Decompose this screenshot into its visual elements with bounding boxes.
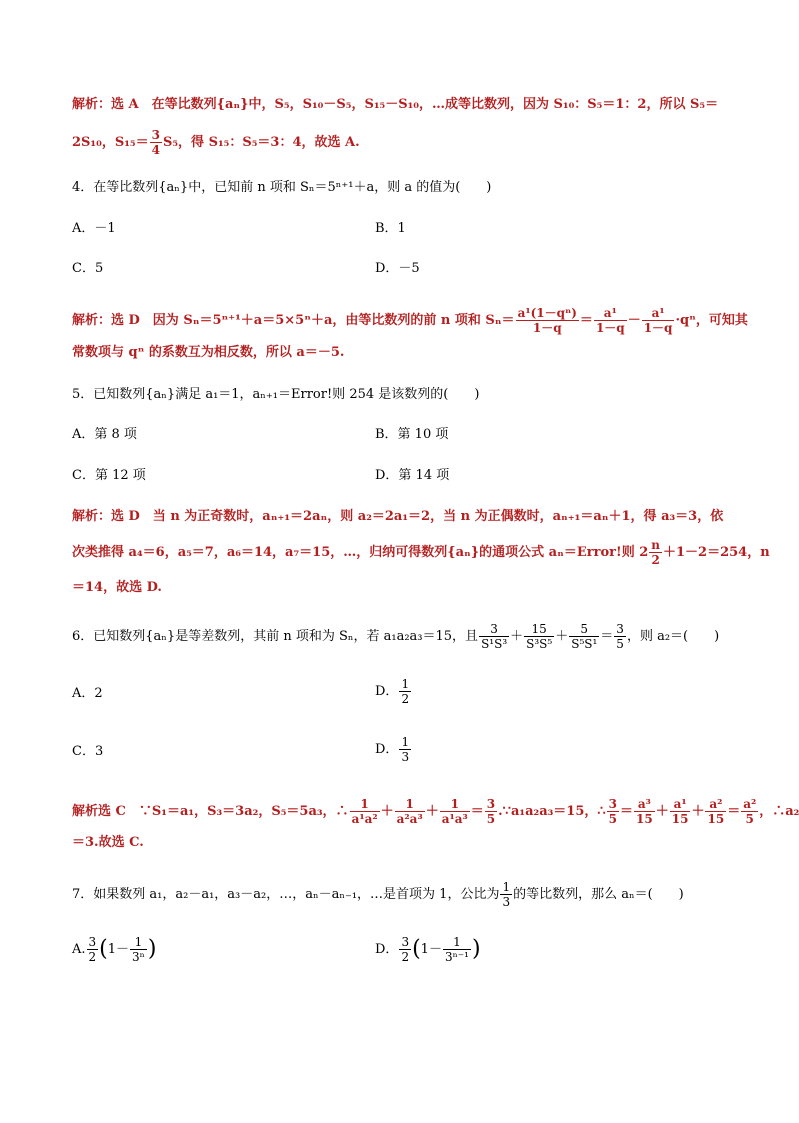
question-4-option-a: A．－1 — [72, 221, 116, 236]
solution-5-text-a: 次类推得 a₄＝6，a₅＝7，a₆＝14，a₇＝15，…，归纳可得数列{aₙ}的通项公式 aₙ＝Error!则 2 — [72, 545, 649, 560]
solution-5-text-b: ＋1－2＝254，n — [663, 545, 770, 560]
question-6-text-b: ，则 a₂＝( ) — [626, 629, 720, 644]
solution-5-line-3: ＝14，故选 D. — [72, 580, 162, 595]
fraction — [87, 935, 99, 964]
fraction — [395, 797, 425, 826]
fraction-denominator: 5 — [608, 812, 618, 826]
fraction-numerator: 1 — [130, 935, 147, 950]
equals-sign: ＝ — [600, 629, 614, 644]
option-label: D． — [375, 684, 399, 699]
fraction-denominator: 5 — [486, 812, 496, 826]
question-6-option-a: A．2 — [72, 686, 103, 701]
fraction — [350, 797, 380, 826]
question-7-option-d — [375, 935, 481, 964]
fraction-numerator: 5 — [569, 622, 599, 637]
fraction — [634, 797, 655, 826]
fraction-numerator: 1 — [401, 677, 410, 691]
fraction — [399, 735, 411, 764]
fraction — [440, 797, 470, 826]
fraction — [670, 797, 691, 826]
fraction-denominator: a¹a² — [351, 812, 378, 826]
fraction-numerator: 1 — [401, 735, 410, 749]
question-6-stem — [72, 622, 719, 651]
left-paren: ( — [412, 936, 421, 962]
question-4-option-c: C．5 — [72, 261, 104, 276]
fraction-numerator: 1 — [395, 797, 425, 812]
fraction — [485, 797, 497, 826]
fraction-denominator: 3 — [401, 750, 410, 764]
solution-6-line-2: ＝3.故选 C. — [72, 835, 144, 850]
fraction-numerator: 1 — [443, 935, 471, 950]
fraction — [524, 622, 554, 651]
solution-4-text-a: 解析：选 D 因为 Sₙ＝5ⁿ⁺¹＋a＝5×5ⁿ＋a，由等比数列的前 n 项和 Sₙ＝ — [72, 313, 515, 328]
fraction-denominator: 2 — [88, 950, 97, 964]
fraction-denominator: 15 — [707, 812, 725, 826]
fraction-numerator: a¹ — [642, 306, 675, 321]
fraction-denominator: 5 — [745, 812, 754, 826]
solution-6-line-1 — [72, 797, 799, 826]
question-6-option-d — [375, 735, 412, 764]
minus-sign: － — [627, 313, 641, 328]
solution-5-line-2 — [72, 538, 770, 567]
fraction-denominator: 2 — [401, 692, 410, 706]
question-6-option-c: C．3 — [72, 744, 104, 759]
equals-sign: ＝ — [727, 804, 741, 819]
equals-sign: ＝ — [470, 804, 484, 819]
fraction — [649, 538, 662, 567]
fraction — [705, 797, 726, 826]
fraction-denominator: a²a³ — [396, 812, 423, 826]
fraction-denominator: 1－q — [532, 321, 562, 335]
question-4-option-d: D．－5 — [375, 261, 420, 276]
plus-sign: ＋ — [555, 629, 569, 644]
fraction — [594, 306, 627, 335]
right-paren: ) — [147, 936, 157, 962]
fraction-numerator: a³ — [634, 797, 655, 812]
fraction — [741, 797, 758, 826]
fraction-denominator: 5 — [616, 637, 624, 651]
question-7-text-b: 的等比数列，那么 aₙ＝( ) — [513, 887, 684, 902]
fraction-denominator: S⁵S¹ — [571, 637, 598, 651]
fraction — [516, 306, 579, 335]
fraction-denominator: 4 — [151, 143, 160, 157]
fraction — [479, 622, 509, 651]
question-7-option-a — [72, 935, 156, 964]
solution-5-line-1: 解析：选 D 当 n 为正奇数时，aₙ₊₁＝2aₙ，则 a₂＝2a₁＝2，当 n 为正偶数时，aₙ₊₁＝aₙ＋1，得 a₃＝3，依 — [72, 509, 724, 524]
fraction-denominator: 15 — [671, 812, 689, 826]
option-inner-text: 1－ — [420, 942, 442, 957]
fraction-numerator: 1 — [350, 797, 380, 812]
question-5-option-d: D．第 14 项 — [375, 468, 450, 483]
fraction-denominator: 15 — [636, 812, 653, 826]
question-5-option-a: A．第 8 项 — [72, 427, 137, 442]
fraction — [642, 306, 675, 335]
question-7-stem — [72, 880, 684, 909]
option-label: D． — [375, 742, 399, 757]
solution-3-text-b: S₅，得 S₁₅：S₅＝3：4，故选 A. — [162, 135, 360, 150]
question-4-option-b: B．1 — [375, 221, 406, 236]
fraction-numerator: n — [651, 538, 660, 552]
fraction-denominator: 2 — [401, 950, 410, 964]
fraction — [443, 935, 471, 964]
fraction-numerator: a² — [743, 797, 757, 811]
option-label: D． — [375, 942, 399, 957]
fraction — [569, 622, 599, 651]
question-5-stem: 5．已知数列{aₙ}满足 a₁＝1，aₙ₊₁＝Error!则 254 是该数列的( ) — [72, 387, 480, 402]
solution-6-text-a: 解析选 C ∵S₁＝a₁，S₃＝3a₂，S₅＝5a₃，∴ — [72, 804, 349, 819]
solution-4-text-b: ·qⁿ，可知其 — [675, 313, 748, 328]
solution-6-text-c: ，∴a₂ — [759, 804, 799, 819]
fraction-denominator: 2 — [651, 553, 660, 567]
fraction — [150, 128, 162, 157]
fraction-numerator: 3 — [616, 622, 624, 636]
fraction-numerator: 3 — [401, 935, 410, 949]
option-inner-text: 1－ — [107, 942, 130, 957]
right-paren: ) — [471, 936, 481, 962]
fraction-numerator: a¹ — [594, 306, 627, 321]
fraction — [500, 880, 512, 909]
fraction — [399, 677, 411, 706]
question-5-option-c: C．第 12 项 — [72, 468, 146, 483]
question-5-option-b: B．第 10 项 — [375, 427, 449, 442]
fraction-numerator: a² — [705, 797, 726, 812]
fraction-denominator: 1－q — [595, 321, 625, 335]
question-7-text-a: 7．如果数列 a₁，a₂－a₁，a₃－a₂，…，aₙ－aₙ₋₁，…是首项为 1，公比为 — [72, 887, 500, 902]
fraction-denominator: 1－q — [643, 321, 673, 335]
fraction-numerator: 3 — [608, 797, 618, 811]
plus-sign: ＋ — [691, 804, 705, 819]
plus-sign: ＋ — [425, 804, 439, 819]
fraction — [399, 935, 411, 964]
solution-3-line-1: 解析：选 A 在等比数列{aₙ}中，S₅，S₁₀－S₅，S₁₅－S₁₀，…成等比数列，因为 S₁₀：S₅＝1：2，所以 S₅＝ — [72, 97, 719, 112]
left-paren: ( — [99, 936, 108, 962]
solution-3-text-a: 2S₁₀，S₁₅＝ — [72, 135, 149, 150]
fraction-numerator: 3 — [88, 935, 97, 949]
fraction-numerator: 3 — [486, 797, 496, 811]
fraction-numerator: 1 — [440, 797, 470, 812]
fraction-numerator: a¹ — [670, 797, 691, 812]
fraction-denominator: S³S⁵ — [526, 637, 553, 651]
fraction-denominator: a¹a³ — [441, 812, 468, 826]
fraction-numerator: 15 — [524, 622, 554, 637]
solution-3-line-2 — [72, 128, 360, 157]
solution-4-line-2: 常数项与 qⁿ 的系数互为相反数，所以 a＝－5. — [72, 345, 345, 360]
plus-sign: ＋ — [655, 804, 669, 819]
question-4-stem: 4．在等比数列{aₙ}中，已知前 n 项和 Sₙ＝5ⁿ⁺¹＋a，则 a 的值为( ) — [72, 180, 492, 195]
fraction-denominator: 3 — [502, 895, 511, 909]
option-label: A. — [72, 942, 86, 957]
fraction-denominator: 3ⁿ — [132, 950, 145, 964]
solution-6-text-b: .∵a₁a₂a₃＝15，∴ — [498, 804, 606, 819]
equals-sign: ＝ — [579, 313, 593, 328]
equals-sign: ＝ — [620, 804, 634, 819]
plus-sign: ＋ — [380, 804, 394, 819]
fraction-denominator: S¹S³ — [481, 637, 508, 651]
fraction-denominator: 3ⁿ⁻¹ — [444, 950, 469, 964]
fraction-numerator: a¹(1－qⁿ) — [517, 306, 577, 320]
fraction — [130, 935, 147, 964]
question-6-text-a: 6．已知数列{aₙ}是等差数列，其前 n 项和为 Sₙ，若 a₁a₂a₃＝15，且 — [72, 629, 479, 644]
fraction — [607, 797, 619, 826]
fraction-numerator: 1 — [502, 880, 511, 894]
fraction-numerator: 3 — [151, 128, 160, 142]
fraction-numerator: 3 — [479, 622, 509, 637]
plus-sign: ＋ — [510, 629, 524, 644]
fraction — [614, 622, 626, 651]
solution-4-line-1 — [72, 306, 748, 335]
question-6-option-b — [375, 677, 412, 706]
